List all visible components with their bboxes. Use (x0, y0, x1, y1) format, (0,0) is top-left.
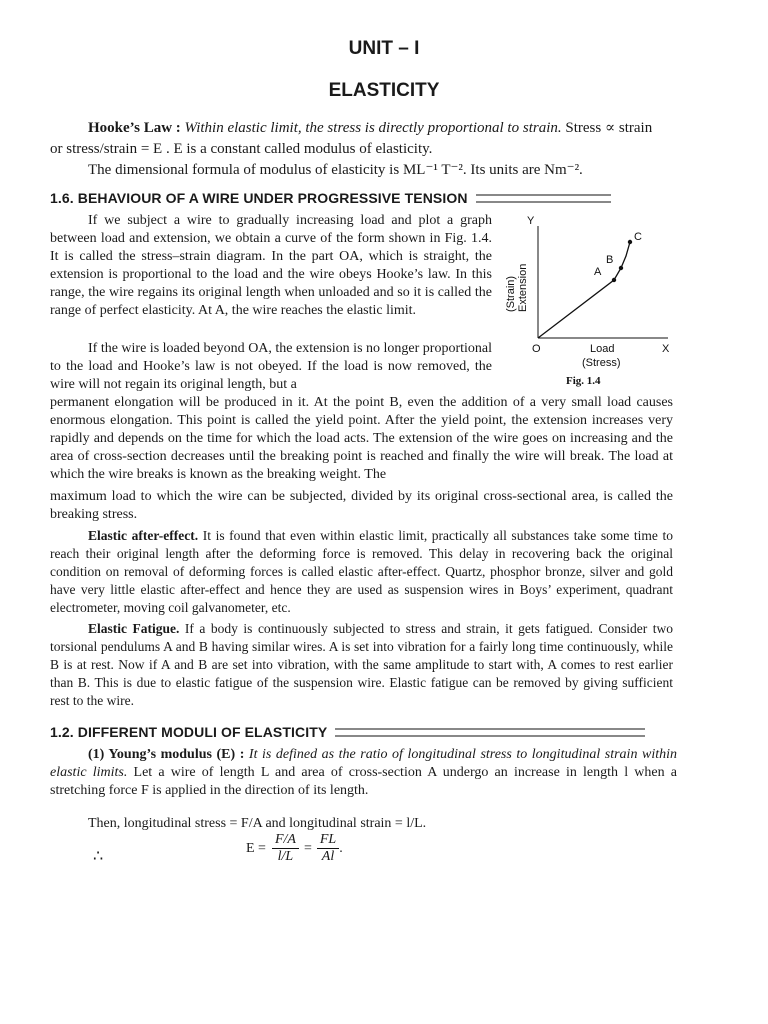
unit-title: UNIT – I (348, 38, 420, 59)
y-axis-letter: Y (527, 215, 535, 227)
stress-strain-curve (538, 242, 630, 338)
y-axis-label-line2: Extension (517, 263, 529, 312)
paragraph-2c-text: maximum load to which the wire can be subjected, divided by its original cross-sectional area, is called the breaking stress. (50, 489, 673, 522)
fraction-1-denominator: l/L (277, 849, 294, 864)
point-c-label: C (634, 231, 642, 243)
paragraph-2b-text: permanent elongation will be produced in it. At the point B, even the addition of a very small load causes enormous elongation. This point is called the yield point. After the yield point, the extension increases very rapidly and depends on the time for which the load acts. The extension of the wire goes on increasing and the area of cross-section decreases until the breaking point is reached and finally the wire will break. The load at which the wire breaks is known as the breaking weight. The (50, 395, 673, 482)
point-a-marker (612, 278, 616, 282)
hooke-law-line3: The dimensional formula of modulus of elasticity is ML⁻¹ T⁻². Its units are Nm⁻². (88, 162, 583, 178)
paragraph-2a-text: If the wire is loaded beyond OA, the extension is no longer proportional to the load and Hooke’s law is not obeyed. If the load is now removed, the wire will not regain its original length, but a (50, 341, 492, 392)
fraction-2-denominator: Al (321, 849, 335, 864)
stress-strain-figure (500, 212, 690, 392)
subject-title: ELASTICITY (328, 80, 440, 101)
young-modulus-label: (1) Young’s modulus (E) : (88, 747, 245, 762)
after-effect-label: Elastic after-effect. (88, 528, 199, 543)
fatigue-label: Elastic Fatigue. (88, 621, 180, 636)
section-heading-1-2 (50, 724, 645, 740)
point-b-label: B (606, 254, 614, 266)
paragraph-2c (50, 488, 673, 524)
equation-lhs: E = (246, 840, 266, 856)
section-heading-1-6-text: 1.6. BEHAVIOUR OF A WIRE UNDER PROGRESSIVE TENSION (50, 190, 468, 206)
fraction-1-numerator: F/A (272, 832, 299, 849)
paragraph-2a (50, 340, 492, 394)
young-modulus-paragraph (50, 746, 677, 800)
heading-rule-2 (335, 728, 645, 737)
hooke-law-statement: Within elastic limit, the stress is directly proportional to strain. (184, 120, 562, 136)
young-modulus-equation (246, 832, 343, 865)
point-c-marker (628, 240, 632, 244)
therefore-symbol: ∴ (93, 848, 104, 865)
section-heading-1-2-text: 1.2. DIFFERENT MODULI OF ELASTICITY (50, 724, 328, 740)
stress-strain-line: Then, longitudinal stress = F/A and longitudinal strain = l/L. (88, 816, 427, 831)
point-a-label: A (594, 266, 602, 278)
point-b-marker (619, 266, 623, 270)
paragraph-1-text: If we subject a wire to gradually increasing load and plot a graph between load and extension, we obtain a curve of the form shown in Fig. 1.4. It is called the stress–strain diagram. In the part OA, which is straight, the extension is proportional to the load and the wire obeys Hooke’s law. In this range, the wire regains its original length when unloaded and so it is called the range of perfect elasticity. At A, the wire reaches the elastic limit. (50, 213, 492, 318)
equation-end: . (339, 840, 343, 856)
fraction-1 (272, 832, 299, 865)
fatigue-text: If a body is continuously subjected to stress and strain, it gets fatigued. Consider two torsional pendulums A and B having similar wires. A is set into vibration for a fairly long time continuously, while B is at rest. Now if A and B are set into vibration, with the same amplitude to start with, A comes to rest earlier than B. This is due to elastic fatigue of the suspension wire. Elastic fatigue can be removed by giving sufficient rest to the wire. (50, 621, 673, 708)
paragraph-2b (50, 394, 673, 484)
y-axis-label-line1: (Strain) (505, 275, 517, 312)
x-axis-label-line1: Load (590, 343, 615, 355)
x-axis-label-line2: (Stress) (582, 357, 621, 369)
hooke-law-cont: Stress ∝ strain (565, 120, 653, 136)
fraction-2-numerator: FL (317, 832, 339, 849)
hooke-law-line2: or stress/strain = E . E is a constant called modulus of elasticity. (50, 141, 433, 157)
after-effect-text: It is found that even within elastic limit, practically all substances take some time to reach their original length after the deforming force is removed. This delay in recovering back the original condition on removal of deforming forces is called elastic after-effect. Quartz, phosphor bronze, silver and gold have very little elastic after-effect and hence they are used as suspension wires in Boys’ experiment, quadrant electrometer, moving coil galvanometer, etc. (50, 528, 674, 615)
x-axis-letter: X (662, 343, 670, 355)
hooke-law-label: Hooke’s Law : (88, 120, 181, 136)
fraction-2 (317, 832, 339, 865)
equation-equals: = (303, 840, 312, 856)
origin-label: O (532, 343, 541, 355)
fatigue-paragraph (50, 620, 673, 710)
young-modulus-cont: Let a wire of length L and area of cross-section A undergo an increase in length l when a stretching force F is applied in the direction of its length. (50, 765, 677, 798)
section-heading-1-6 (50, 190, 611, 206)
figure-caption: Fig. 1.4 (566, 375, 601, 387)
heading-rule (476, 194, 611, 203)
after-effect-paragraph (50, 527, 673, 617)
young-modulus-definition: It is defined as the ratio of longitudinal stress to longitudinal strain within elastic limits. (50, 747, 677, 780)
paragraph-1 (50, 212, 492, 320)
hooke-law-block (50, 118, 735, 181)
